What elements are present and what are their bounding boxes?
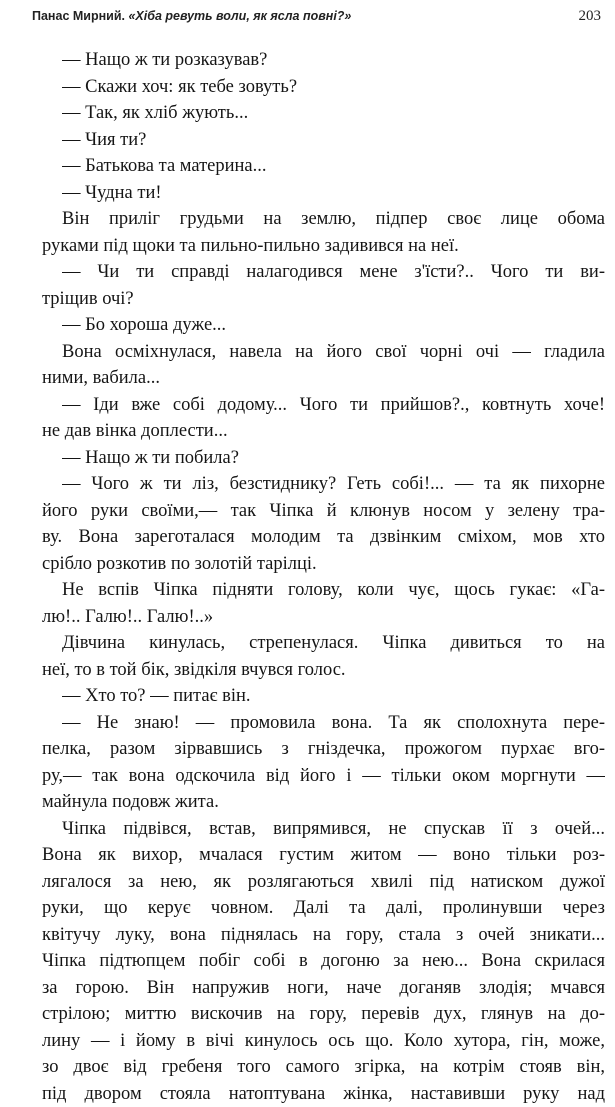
text-line: за горою. Він напружив ноги, наче доганяв злодія; мчався (42, 975, 605, 1002)
text-line: тріщив очі? (42, 286, 605, 313)
text-line: — Чого ж ти ліз, безстиднику? Геть собі!... — та як пихорне (62, 471, 605, 498)
text-line: лину — і йому в вічі кинулось ось що. Коло хутора, гін, може, (42, 1028, 605, 1055)
text-line: Не вспів Чіпка підняти голову, коли чує, щось гукає: «Га- (62, 577, 605, 604)
body-text (62, 47, 605, 1107)
text-line: не дав вінка доплести... (42, 418, 605, 445)
text-line: руки, що керує човном. Далі та далі, пролинувши через (42, 895, 605, 922)
text-line: його руки своїми,— так Чіпка й клюнув носом у зелену тра- (42, 498, 605, 525)
text-line: руками під щоки та пильно-пильно задивився на неї. (42, 233, 605, 260)
text-line: Чіпка підтюпцем побіг собі в догоню за нею... Вона скрилася (42, 948, 605, 975)
text-line: зо двоє від гребеня того самого згірка, на котрім стояв він, (42, 1054, 605, 1081)
text-line: — Чи ти справді налагодився мене з'їсти?.. Чого ти ви- (62, 259, 605, 286)
text-line: Вона осміхнулася, навела на його свої чорні очі — гладила (62, 339, 605, 366)
text-line: — Хто то? — питає він. (62, 683, 605, 710)
page-number: 203 (579, 5, 602, 27)
text-line: Вона як вихор, мчалася густим житом — воно тільки роз- (42, 842, 605, 869)
text-line: ву. Вона зареготалася молодим та дзвінким сміхом, мов хто (42, 524, 605, 551)
text-line: срібло розкотив по золотій тарілці. (42, 551, 605, 578)
work-title: «Хіба ревуть воли, як ясла повні?» (128, 9, 351, 23)
text-line: — Скажи хоч: як тебе зовуть? (62, 74, 605, 101)
text-line: — Нащо ж ти розказував? (62, 47, 605, 74)
text-line: квітучу луку, вона піднялась на гору, стала з очей зникати... (42, 922, 605, 949)
text-line: — Чия ти? (62, 127, 605, 154)
text-line: майнула подовж жита. (42, 789, 605, 816)
text-line: — Іди вже собі додому... Чого ти прийшов?., ковтнуть хоче! (62, 392, 605, 419)
text-line: лягалося за нею, як розлягаються хвилі під натиском дужої (42, 869, 605, 896)
text-line: лю!.. Галю!.. Галю!..» (42, 604, 605, 631)
text-line: — Не знаю! — промовила вона. Та як сполохнута пере- (62, 710, 605, 737)
text-line: неї, то в той бік, звідкіля вчувся голос. (42, 657, 605, 684)
text-line: — Батькова та материна... (62, 153, 605, 180)
text-line: пелка, разом зірвавшись з гніздечка, прожогом пурхає вго- (42, 736, 605, 763)
text-line: — Нащо ж ти побила? (62, 445, 605, 472)
text-line: ру,— так вона одскочила від його і — тільки оком моргнути — (42, 763, 605, 790)
text-line: Чіпка підвівся, встав, випрямився, не спускав її з очей... (62, 816, 605, 843)
text-line: — Так, як хліб жують... (62, 100, 605, 127)
text-line: — Бо хороша дуже... (62, 312, 605, 339)
text-line: стрілою; миттю вискочив на гору, перевів дух, глянув на до- (42, 1001, 605, 1028)
text-line: під двором стояла натоптувана жінка, наставивши руку над (42, 1081, 605, 1107)
text-line: Він приліг грудьми на землю, підпер своє лице обома (62, 206, 605, 233)
author-name: Панас Мирний. (32, 9, 125, 23)
running-title (32, 5, 351, 27)
text-line: ними, вабила... (42, 365, 605, 392)
text-line: — Чудна ти! (62, 180, 605, 207)
running-header (32, 5, 601, 27)
text-line: Дівчина кинулась, стрепенулася. Чіпка дивиться то на (62, 630, 605, 657)
